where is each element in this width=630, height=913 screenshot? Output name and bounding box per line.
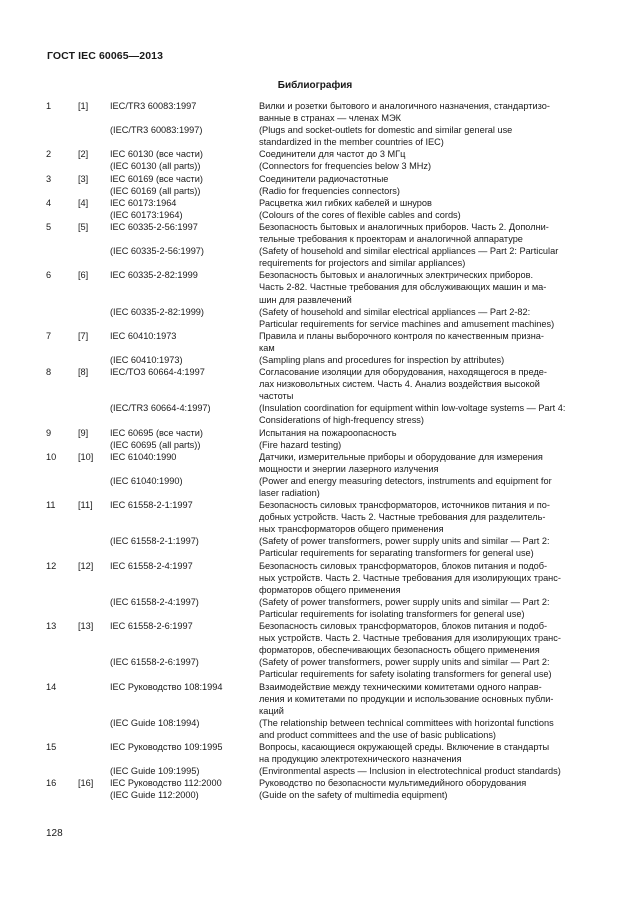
standard-code: IEC 60335-2-56:1997 (110, 221, 198, 232)
standard-title (259, 148, 584, 160)
standard-code: (IEC 61558-2-6:1997) (110, 657, 199, 668)
title-line: Particular requirements for separating transformers for general use) (259, 548, 534, 559)
entry-original (0, 427, 630, 439)
entry-original (0, 173, 630, 185)
standard-code: IEC 60335-2-82:1999 (110, 270, 198, 281)
bibliography-entry (0, 197, 630, 221)
title-line: ванные в странах — членах МЭК (259, 113, 402, 124)
bibliography-entry (0, 560, 630, 620)
title-line: Правила и планы выборочного контроля по качественным призна- (259, 330, 544, 341)
standard-title (259, 681, 584, 717)
standard-code: (IEC Guide 112:2000) (110, 790, 199, 801)
standard-title (259, 475, 584, 499)
standard-code: IEC Руководство 112:2000 (110, 778, 222, 789)
standard-title (259, 402, 584, 426)
standard-title (259, 366, 584, 402)
standard-title (259, 269, 584, 305)
title-line: Безопасность силовых трансформаторов, блоков питания и подоб- (259, 621, 548, 632)
title-line: каций (259, 705, 284, 716)
entry-reference: [1] (78, 101, 89, 111)
entry-translation (0, 185, 630, 197)
standard-code: IEC 60169 (все части) (110, 173, 203, 184)
entry-original (0, 777, 630, 789)
entry-translation (0, 656, 630, 680)
title-line: Испытания на пожароопасность (259, 427, 397, 438)
title-line: (The relationship between technical committees with horizontal functions (259, 717, 554, 728)
standard-title (259, 221, 584, 245)
standard-code: IEC Руководство 109:1995 (110, 741, 223, 752)
title-line: (Safety of power transformers, power supply units and similar — Part 2: (259, 536, 550, 547)
title-line: (Colours of the cores of flexible cables and cords) (259, 209, 461, 220)
standard-code: (IEC 61040:1990) (110, 475, 183, 486)
entry-number: 10 (46, 451, 57, 462)
entry-reference: [4] (78, 197, 89, 208)
title-line: кам (259, 342, 275, 353)
entry-original (0, 620, 630, 656)
entry-number: 11 (46, 500, 56, 511)
title-line: Particular requirements for isolating transformers for general use) (259, 608, 525, 619)
entry-reference: [2] (78, 149, 89, 160)
entry-original (0, 741, 630, 765)
title-line: Particular requirements for safety isolating transformers for general use) (259, 669, 552, 680)
title-line: форматоров общего применения (259, 584, 401, 595)
entry-original (0, 221, 630, 245)
standard-title (259, 656, 584, 680)
standard-code: (IEC 60335-2-82:1999) (110, 306, 204, 317)
entry-number: 8 (46, 367, 52, 378)
title-line: Взаимодействие между техническими комитетами одного направ- (259, 681, 542, 692)
entry-original (0, 269, 630, 305)
entry-original (0, 148, 630, 160)
entry-number: 15 (46, 741, 57, 752)
standard-title (259, 789, 584, 801)
standard-title (259, 717, 584, 741)
title-line: Согласование изоляции для оборудования, находящегося в преде- (259, 367, 547, 378)
entry-number: 2 (46, 149, 52, 160)
standard-title (259, 777, 584, 789)
standard-title (259, 535, 584, 559)
entry-reference: [3] (78, 173, 89, 184)
title-line: Безопасность бытовых и аналогичных электрических приборов. (259, 270, 534, 281)
standard-title (259, 427, 584, 439)
title-line: (Safety of power transformers, power supply units and similar — Part 2: (259, 596, 550, 607)
standard-code: IEC 61040:1990 (110, 451, 177, 462)
entry-translation (0, 160, 630, 172)
entry-translation (0, 124, 630, 148)
title-line: Соединители для частот до 3 МГц (259, 149, 406, 160)
title-line: ных устройств. Часть 2. Частные требования для изолирующих транс- (259, 633, 561, 644)
standard-code: (IEC/TR3 60083:1997) (110, 125, 203, 136)
standard-code: (IEC Guide 109:1995) (110, 766, 200, 777)
title-line: Безопасность силовых трансформаторов, блоков питания и подоб- (259, 560, 548, 571)
standard-code: (IEC 60410:1973) (110, 354, 183, 365)
entry-number: 14 (46, 681, 57, 692)
standard-code: (IEC/TR3 60664-4:1997) (110, 403, 211, 414)
entry-translation (0, 596, 630, 620)
entry-reference: [9] (78, 427, 89, 438)
bibliography-entry (0, 620, 630, 680)
entry-reference: [10] (78, 451, 94, 462)
title-line: ных трансформаторов общего применения (259, 524, 444, 535)
title-line: ных устройств. Часть 2. Частные требования для изолирующих транс- (259, 572, 561, 583)
entry-reference: [7] (78, 330, 89, 341)
title-line: (Insulation coordination for equipment within low-voltage systems — Part 4: (259, 403, 566, 414)
title-line: Considerations of high-frequency stress) (259, 415, 424, 426)
title-line: лах низковольтных систем. Часть 4. Анализ воздействия высокой (259, 379, 540, 390)
entry-number: 13 (46, 621, 57, 632)
bibliography-entry (0, 330, 630, 366)
title-line: (Fire hazard testing) (259, 439, 342, 450)
entry-translation (0, 245, 630, 269)
standard-code: (IEC 61558-2-1:1997) (110, 536, 199, 547)
entry-translation (0, 475, 630, 499)
page-number: 128 (46, 828, 63, 839)
standard-code: IEC 61558-2-1:1997 (110, 500, 193, 511)
standard-title (259, 451, 584, 475)
bibliography-list (0, 100, 630, 801)
standard-code: (IEC Guide 108:1994) (110, 717, 200, 728)
standard-code: (IEC 61558-2-4:1997) (110, 596, 199, 607)
title-line: (Plugs and socket-outlets for domestic and similar general use (259, 125, 513, 136)
standard-title (259, 596, 584, 620)
bibliography-entry (0, 777, 630, 801)
bibliography-entry (0, 269, 630, 329)
bibliography-entry (0, 427, 630, 451)
standard-title (259, 560, 584, 596)
entry-original (0, 499, 630, 535)
entry-original (0, 100, 630, 124)
standard-title (259, 209, 584, 221)
standard-title (259, 100, 584, 124)
bibliography-title: Библиография (277, 80, 353, 91)
entry-number: 12 (46, 560, 57, 571)
entry-reference: [8] (78, 367, 89, 378)
title-line: шин для развлечений (259, 294, 352, 305)
title-line: laser radiation) (259, 488, 320, 498)
title-line: тельные требования к проекторам и аналогичной аппаратуре (259, 234, 523, 245)
title-line: мощности и энергии лазерного излучения (259, 463, 439, 474)
entry-translation (0, 535, 630, 559)
standard-title (259, 330, 584, 354)
standard-code: IEC/TR3 60083:1997 (110, 101, 197, 111)
standard-code: (IEC 60169 (all parts)) (110, 185, 201, 196)
standard-code: IEC 61558-2-6:1997 (110, 621, 193, 632)
standard-title (259, 124, 584, 148)
bibliography-entry (0, 221, 630, 269)
entry-translation (0, 789, 630, 801)
entry-reference: [12] (78, 560, 94, 571)
bibliography-entry (0, 741, 630, 777)
standard-title (259, 245, 584, 269)
entry-translation (0, 354, 630, 366)
title-line: Соединители радиочастотные (259, 173, 389, 184)
entry-translation (0, 439, 630, 451)
standard-code: IEC 60695 (все части) (110, 427, 203, 438)
bibliography-entry (0, 100, 630, 148)
title-line: (Environmental aspects — Inclusion in electrotechnical product standards) (259, 766, 561, 777)
title-line: (Safety of household and similar electrical appliances — Part 2-82: (259, 306, 531, 317)
title-line: (Guide on the safety of multimedia equipment) (259, 790, 448, 801)
standard-title (259, 499, 584, 535)
bibliography-entry (0, 148, 630, 172)
standard-code: (IEC 60130 (all parts)) (110, 161, 201, 172)
title-line: Вопросы, касающиеся окружающей среды. Включение в стандарты (259, 741, 550, 752)
entry-number: 3 (46, 173, 52, 184)
standard-code: IEC Руководство 108:1994 (110, 681, 223, 692)
entry-reference: [16] (78, 778, 94, 789)
entry-number: 5 (46, 221, 52, 232)
standard-title (259, 620, 584, 656)
entry-original (0, 366, 630, 402)
entry-original (0, 330, 630, 354)
title-line: Безопасность силовых трансформаторов, источников питания и по- (259, 500, 550, 511)
document-header: ГОСТ IEC 60065—2013 (47, 50, 164, 62)
standard-title (259, 160, 584, 172)
entry-original (0, 681, 630, 717)
entry-translation (0, 209, 630, 221)
entry-translation (0, 765, 630, 777)
title-line: requirements for projectors and similar appliances) (259, 258, 466, 269)
title-line: Расцветка жил гибких кабелей и шнуров (259, 197, 432, 208)
standard-code: IEC 61558-2-4:1997 (110, 560, 193, 571)
title-line: (Connectors for frequencies below 3 MHz) (259, 161, 432, 172)
standard-title (259, 765, 584, 777)
standard-code: IEC/TO3 60664-4:1997 (110, 367, 205, 378)
standard-code: IEC 60173:1964 (110, 197, 177, 208)
title-line: на продукцию электротехнического назначения (259, 754, 462, 765)
entry-reference: [11] (78, 500, 93, 511)
title-line: (Sampling plans and procedures for inspection by attributes) (259, 354, 505, 365)
title-line: and product committees and the use of basic publications) (259, 729, 496, 740)
standard-code: (IEC 60173:1964) (110, 209, 183, 220)
entry-reference: [13] (78, 621, 94, 632)
entry-translation (0, 402, 630, 426)
bibliography-entry (0, 681, 630, 741)
entry-number: 16 (46, 778, 57, 789)
standard-code: (IEC 60335-2-56:1997) (110, 246, 204, 257)
entry-original (0, 560, 630, 596)
bibliography-entry (0, 499, 630, 559)
title-line: Руководство по безопасности мультимедийного оборудования (259, 778, 527, 789)
entry-number: 9 (46, 427, 52, 438)
standard-code: (IEC 60695 (all parts)) (110, 439, 201, 450)
title-line: Датчики, измерительные приборы и оборудование для измерения (259, 451, 543, 462)
title-line: добных устройств. Часть 2. Частные требования для разделитель- (259, 512, 546, 523)
standard-title (259, 173, 584, 185)
title-line: Часть 2-82. Частные требования для обслуживающих машин и ма- (259, 282, 547, 293)
title-line: Particular requirements for service machines and amusement machines) (259, 318, 555, 329)
title-line: ления и комитетами по продукции и использование основных публи- (259, 693, 554, 704)
title-line: (Radio for frequencies connectors) (259, 185, 400, 196)
entry-number: 7 (46, 330, 52, 341)
standard-title (259, 354, 584, 366)
entry-translation (0, 717, 630, 741)
standard-code: IEC 60130 (все части) (110, 149, 203, 160)
entry-translation (0, 306, 630, 330)
bibliography-entry (0, 173, 630, 197)
title-line: (Safety of household and similar electrical appliances — Part 2: Particular (259, 246, 559, 257)
entry-reference: [6] (78, 270, 89, 281)
standard-code: IEC 60410:1973 (110, 330, 177, 341)
bibliography-entry (0, 451, 630, 499)
bibliography-entry (0, 366, 630, 426)
title-line: (Power and energy measuring detectors, instruments and equipment for (259, 475, 552, 486)
title-line: Безопасность бытовых и аналогичных приборов. Часть 2. Дополни- (259, 221, 549, 232)
entry-original (0, 197, 630, 209)
entry-number: 4 (46, 197, 52, 208)
title-line: (Safety of power transformers, power supply units and similar — Part 2: (259, 657, 550, 668)
standard-title (259, 439, 584, 451)
entry-original (0, 451, 630, 475)
title-line: частоты (259, 391, 294, 402)
standard-title (259, 741, 584, 765)
entry-number: 1 (46, 101, 52, 111)
entry-number: 6 (46, 270, 52, 281)
title-line: Вилки и розетки бытового и аналогичного назначения, стандартизо- (259, 101, 550, 111)
standard-title (259, 306, 584, 330)
standard-title (259, 197, 584, 209)
title-line: standardized in the member countries of IEC) (259, 137, 444, 148)
standard-title (259, 185, 584, 197)
title-line: форматоров, обеспечивающих безопасность общего применения (259, 645, 540, 656)
entry-reference: [5] (78, 221, 89, 232)
